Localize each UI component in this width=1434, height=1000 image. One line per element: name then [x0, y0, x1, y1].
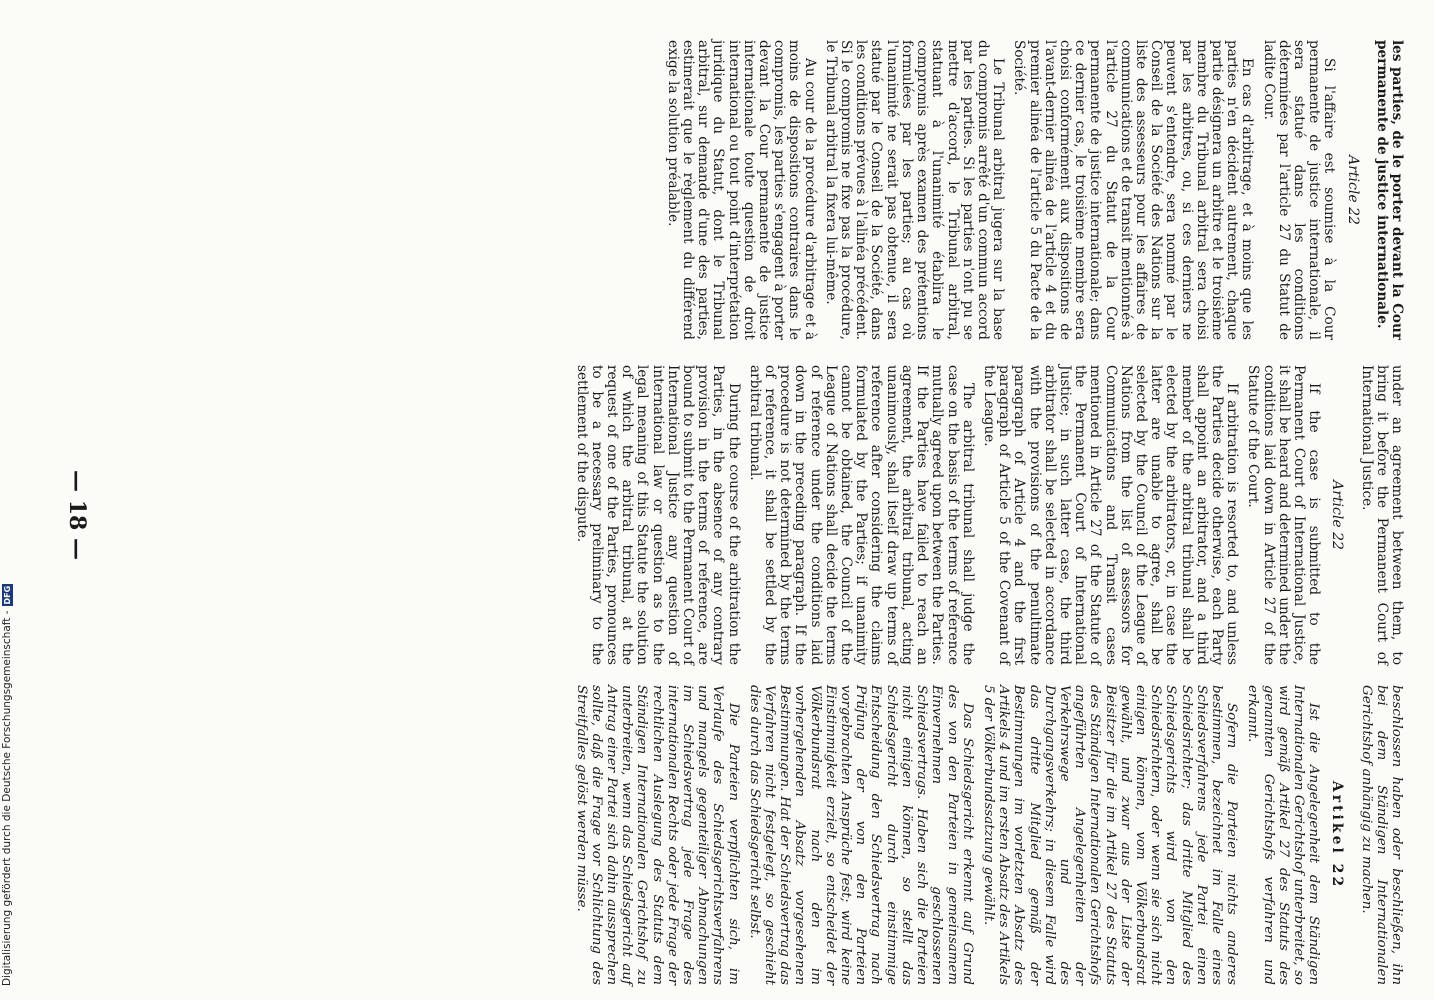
- rotated-text-block: [24, 20, 1405, 985]
- french-column: [659, 40, 1404, 340]
- german-paragraph: Das Schiedsgericht erkennt auf Grund des von den Parteien in gemeinsamem Einvernehmen geschlossenen Schiedsvertrags. Haben sich die Parteien nicht einigen können, so stellt das Schiedsgericht durch einstimmige Entscheidung den Schiedsvertrag nach Prüfung der von den Parteien vorgebrachten Ansprüche fest; wird keine Einstimmigkeit erzielt, so entscheidet der Völkerbundsrat nach den im vorhergehenden Absatz vorgesehenen Bestimmungen. Hat der Schiedsvertrag das Verfahren nicht festgelegt, so geschieht dies durch das Schiedsgericht selbst.: [746, 685, 975, 985]
- german-paragraph: Die Parteien verpflichten sich, im Verlaufe des Schiedsgerichtsverfahrens und mangels gegenteiliger Abmachungen im Schiedsvertrag jede Frage des internationalen Rechts oder jede Frage der rechtlichen Auslegung des Statuts dem Ständigen Internationalen Gerichtshof zu unterbreiten, wenn das Schiedsgericht auf Antrag einer Partei sich dahin aussprechen sollte, daß die Frage vor Schlichtung des Streitfalles gelöst werden müsse.: [573, 685, 741, 985]
- english-paragraph: If the case is submitted to the Permanent Court of International Justice, it shall be heard and determined under the conditions laid down in Article 27 of the Statute of the Court.: [1245, 365, 1323, 665]
- dfg-logo-icon: DFG: [2, 585, 12, 605]
- english-paragraph: The arbitral tribunal shall judge the case on the basis of the terms of reference mutually agreed upon between the Parties. If the Parties have failed to reach an agreement, the arbitral tribunal, acting unanimously, shall itself draw up terms of reference after considering the claims formulated by the Parties; if unanimity cannot be obtained, the Council of the League of Nations shall decide the terms of reference under the conditions laid down in the preceding paragraph. If the procedure is not determined by the terms of reference, it shall be settled by the arbitral tribunal.: [746, 365, 976, 665]
- page-number: — 18 —: [64, 470, 90, 560]
- digitization-footer: [1, 584, 13, 986]
- german-paragraph: Ist die Angelegenheit dem Ständigen Internationalen Gerichtshof unterbreitet, so wird gemäß Artikel 27 des Statuts des genannten Gerichtshofs verfahren und erkannt.: [1245, 685, 1322, 985]
- german-continuation: beschlossen haben oder beschließen, ihn bei dem Ständigen Internationalen Gerichtshof anhängig zu machen.: [1358, 685, 1404, 985]
- footer-text: Digitalisierung gefördert durch die Deutsche Forschungsgemeinschaft -: [1, 610, 13, 986]
- french-paragraph: Le Tribunal arbitral jugera sur la base du compromis arrêté d'un commun accord par les parties. Si les parties n'ont pu se mettre d'accord, le Tribunal arbitral, statuant à l'unanimité établira le compromis après examen des prétentions formulées par les parties; au cas où l'unanimité ne serait pas obtenue, il sera statué par le Conseil de la Société, dans les conditions prévues à l'alinéa précédent. Si le compromis ne fixe pas la procédure, le Tribunal arbitral la fixera lui-même.: [822, 40, 1007, 340]
- english-paragraph: During the course of the arbitration the Parties, in the absence of any contrary provision in the terms of reference, are bound to submit to the Permanent Court of International Justice any question of international law or question as to the legal meaning of this Statute the solution of which the arbitral tribunal, at the request of one of the Parties, pronounces to be a necessary preliminary to the settlement of the dispute.: [573, 365, 742, 665]
- german-paragraph: Sofern die Parteien nichts anderes bestimmen, bezeichnet im Falle eines Schiedsverfahrens jede Partei einen Schiedsrichter; das dritte Mitglied des Schiedsgerichts wird von den Schiedsrichtern, oder wenn sie sich nicht einigen können, vom Völkerbundsrat gewählt, und zwar aus der Liste der Beisitzer für die im Artikel 27 des Statuts des Ständigen Internationalen Gerichtshofs angeführten Angelegenheiten der Verkehrswege und des Durchgangsverkehrs; in diesem Falle wird das dritte Mitglied gemäß der Bestimmungen im vorletzten Absatz des Artikels 4 und im ersten Absatz des Artikels 5 der Völkerbundssatzung gewählt.: [980, 685, 1240, 985]
- french-paragraph: Au cour de la procédure d'arbitrage et à moins de dispositions contraires dans le compromis, les parties s'engagent à porter devant la Cour permanente de justice internationale toute question de droit international ou tout point d'interprétation juridique du Statut, dont le Tribunal arbitral, sur demande d'une des parties, estimerait que le règlement du différend exige la solution préalable.: [664, 40, 818, 340]
- german-column: [567, 685, 1404, 985]
- english-paragraph: If arbitration is resorted to, and unless the Parties decide otherwise, each Party shall appoint an arbitrator, and a third member of the arbitral tribunal shall be elected by the arbitrators, or, in case the latter are unable to agree, shall be selected by the Council of the League of Nations from the list of assessors for Communications and Transit cases mentioned in Article 27 of the Statute of the Permanent Court of International Justice; in such latter case, the third arbitrator shall be selected in accordance with the provisions of the penultimate paragraph of Article 4 and the first paragraph of Article 5 of the Covenant of the League.: [980, 365, 1241, 665]
- french-paragraph: Si l'affaire est soumise à la Cour permanente de justice internationale, il sera statué dans les conditions déterminées par l'article 27 du Statut de ladite Cour.: [1260, 40, 1338, 340]
- french-paragraph: En cas d'arbitrage, et à moins que les parties n'en décident autrement, chaque partie désignera un arbitre et le troisième membre du Tribunal arbitral sera choisi par les arbitres, ou, si ces derniers ne peuvent s'entendre, sera nommé par le Conseil de la Société des Nations sur la liste des assesseurs pour les affaires de communications et de transit mentionnés à l'article 27 du Statut de la Cour permanente de justice internationale; dans ce dernier cas, le troisième membre sera choisi conformément aux dispositions de l'avant-dernier alinéa de l'article 4 et du premier alinéa de l'article 5 du Pacte de la Société.: [1011, 40, 1256, 340]
- french-continuation: les parties, de le porter devant la Cour permanente de justice internationale.: [1373, 40, 1405, 340]
- english-column: [567, 365, 1404, 665]
- english-continuation: under an agreement between them, to bring it before the Permanent Court of International Justice.: [1358, 365, 1405, 665]
- french-article-heading: Article 22: [1344, 155, 1361, 225]
- german-article-heading: Artikel 22: [1329, 780, 1346, 890]
- english-article-heading: Article 22: [1329, 480, 1346, 550]
